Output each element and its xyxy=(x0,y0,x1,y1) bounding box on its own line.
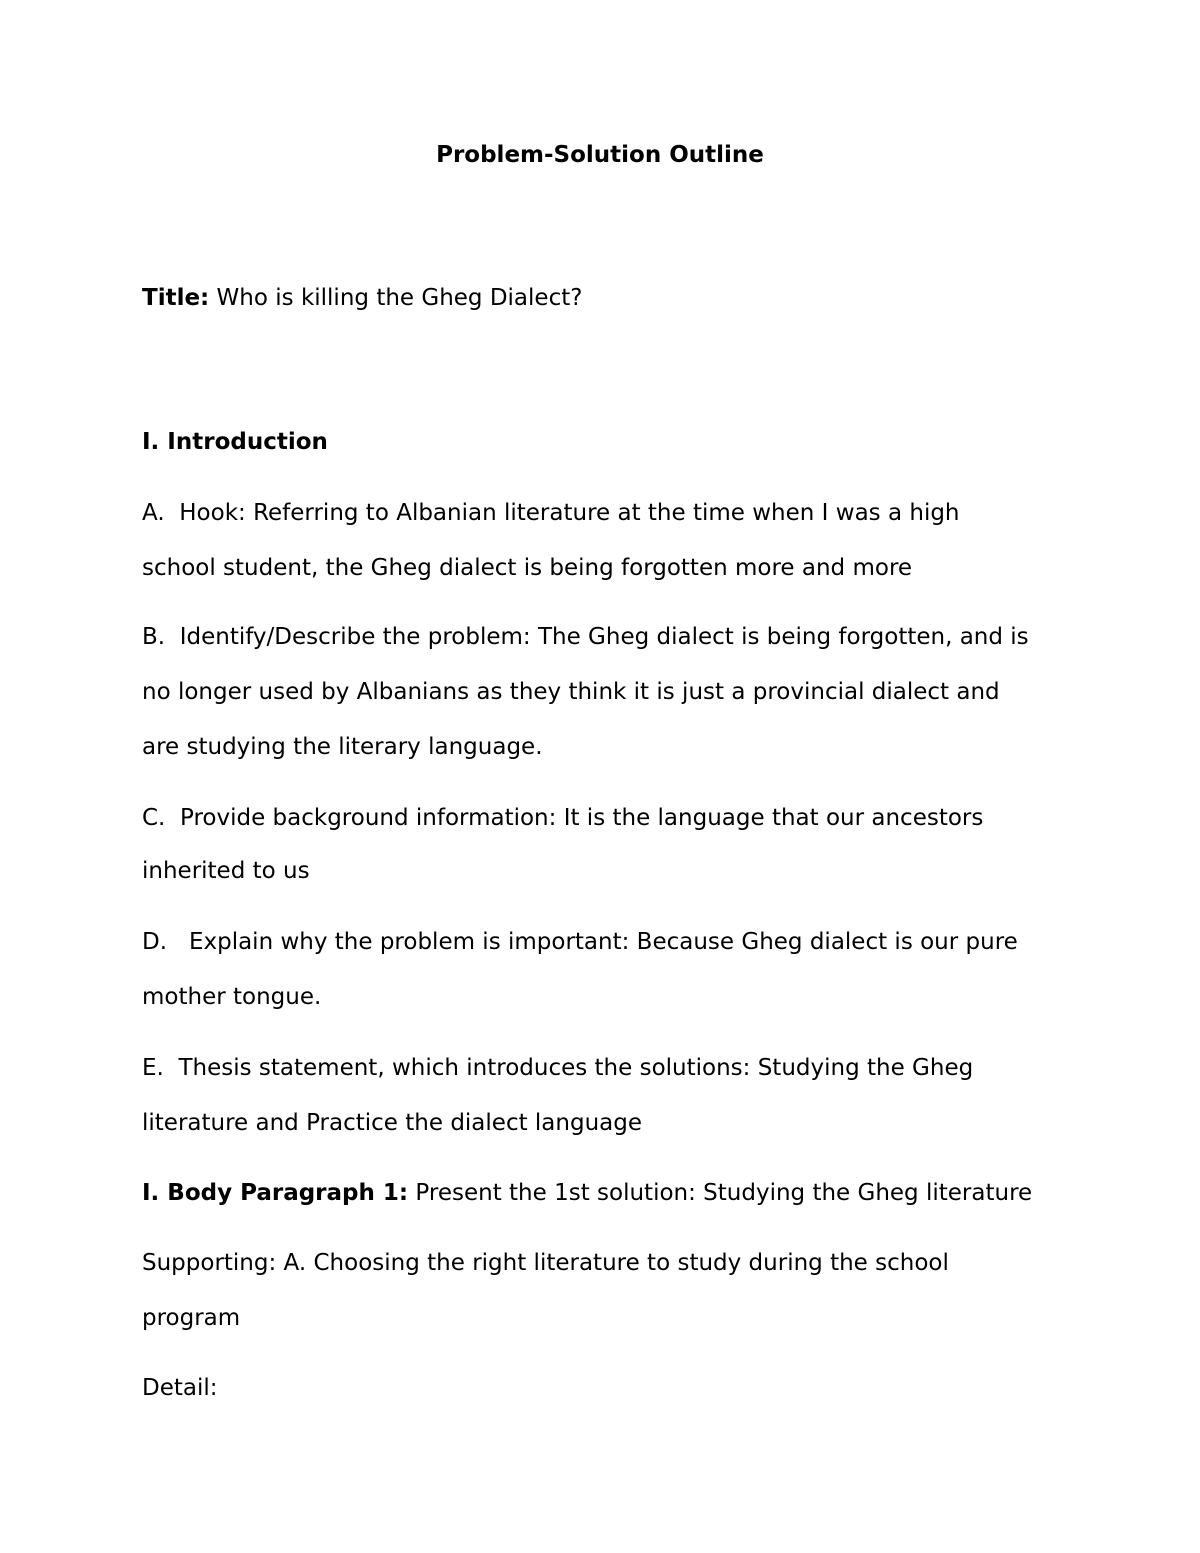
item-d-line-2: mother tongue. xyxy=(142,984,322,1010)
title-line xyxy=(142,283,582,313)
detail-line: Detail: xyxy=(142,1375,218,1401)
item-a-line-1: A. Hook: Referring to Albanian literature at the time when I was a high xyxy=(142,500,960,526)
body-paragraph-1-text: Present the 1st solution: Studying the Gheg literature xyxy=(408,1180,1033,1206)
supporting-line-1: Supporting: A. Choosing the right literature to study during the school xyxy=(142,1250,949,1276)
body-paragraph-1-line xyxy=(142,1178,1032,1208)
body-paragraph-1-label: I. Body Paragraph 1: xyxy=(142,1180,409,1206)
title-label: Title: xyxy=(142,285,210,311)
item-a-line-2: school student, the Gheg dialect is being forgotten more and more xyxy=(142,555,913,581)
item-c-line-1: C. Provide background information: It is the language that our ancestors xyxy=(142,805,984,831)
document-heading: Problem-Solution Outline xyxy=(436,142,764,168)
item-e-line-1: E. Thesis statement, which introduces the solutions: Studying the Gheg xyxy=(142,1055,974,1081)
item-c-line-2: inherited to us xyxy=(142,858,310,884)
introduction-heading: I. Introduction xyxy=(142,429,328,455)
supporting-line-2: program xyxy=(142,1305,241,1331)
item-d-line-1: D. Explain why the problem is important: Because Gheg dialect is our pure xyxy=(142,929,1018,955)
item-e-line-2: literature and Practice the dialect language xyxy=(142,1110,643,1136)
item-b-line-3: are studying the literary language. xyxy=(142,734,543,760)
title-value: Who is killing the Gheg Dialect? xyxy=(209,285,583,311)
item-b-line-2: no longer used by Albanians as they think it is just a provincial dialect and xyxy=(142,679,1000,705)
item-b-line-1: B. Identify/Describe the problem: The Gheg dialect is being forgotten, and is xyxy=(142,624,1029,650)
